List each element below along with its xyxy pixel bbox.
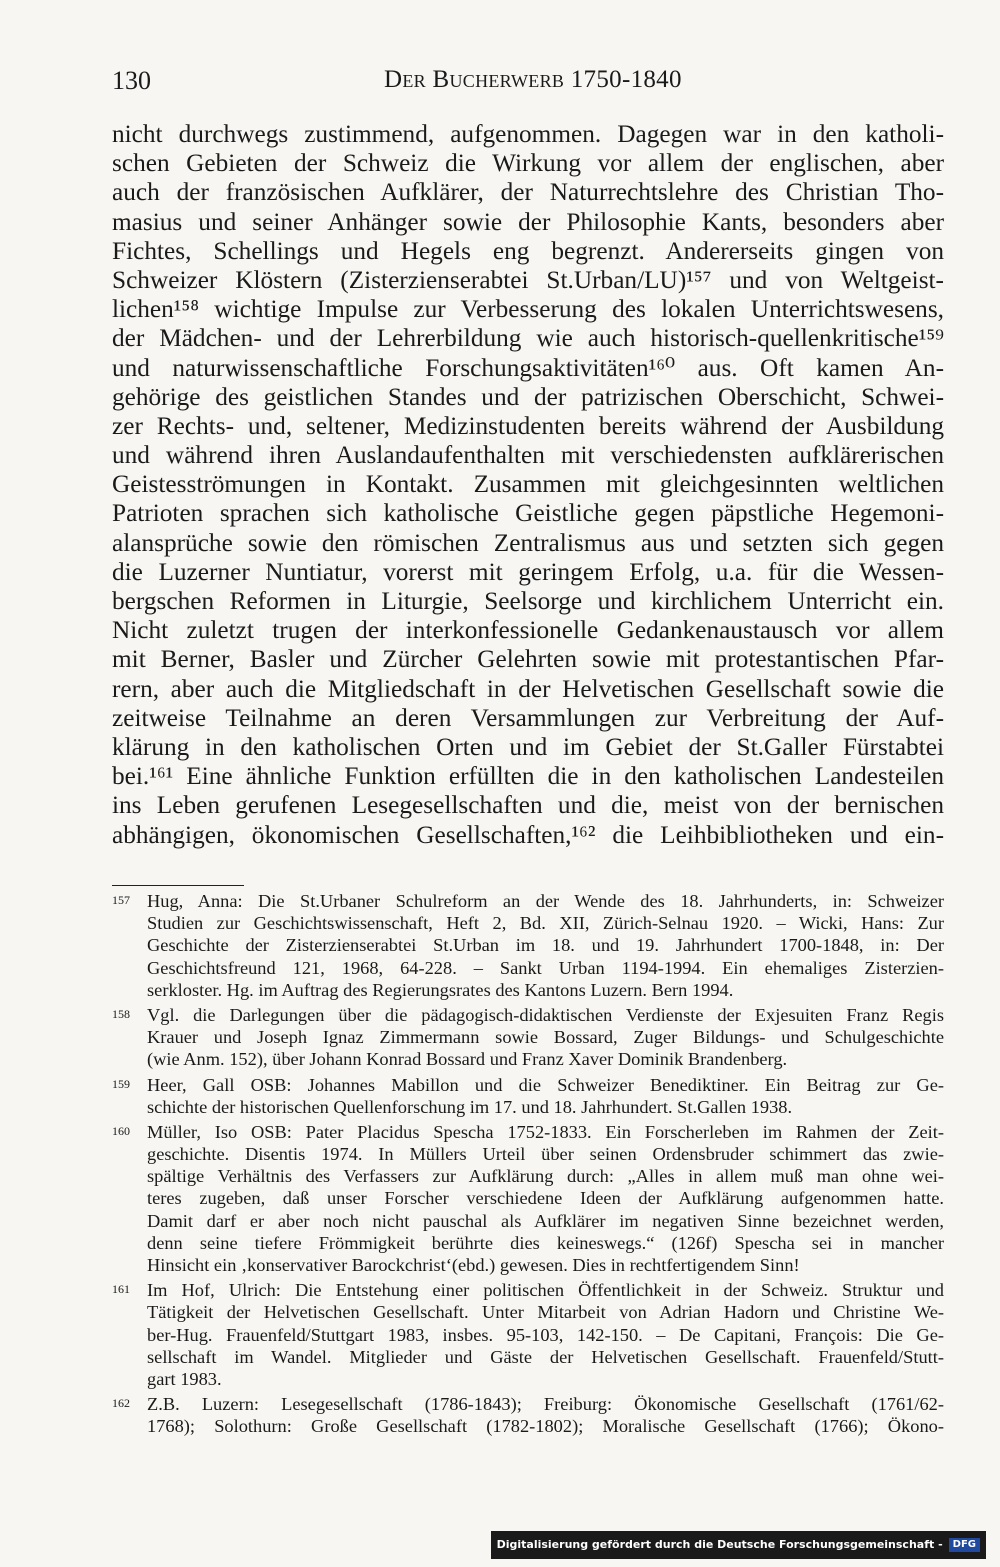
body-line: ins Leben gerufenen Lesegesellschaften und die, meist von der bernischen: [112, 791, 944, 820]
footnote-160: [112, 1121, 944, 1276]
body-line: bergschen Reformen in Liturgie, Seelsorge und kirchlichem Unterricht ein.: [112, 587, 944, 615]
footnote-line: ber-Hug. Frauenfeld/Stuttgart 1983, insbes. 95-103, 142-150. – De Capitani, François: Die Ge-: [147, 1324, 944, 1345]
page-number: 130: [112, 66, 151, 95]
body-line: Nicht zuletzt trugen der interkonfessionelle Gedankenaustausch vor allem: [112, 616, 944, 645]
body-line: klärung in den katholischen Orten und im Gebiet der St.Galler Fürstabtei: [112, 732, 944, 761]
footnote-line: Damit darf er aber noch nicht pauschal als Aufklärer im negativen Sinne bezeichnet werden,: [147, 1210, 944, 1231]
body-line: zeitweise Teilnahme an deren Versammlungen zur Verbreitung der Auf-: [112, 703, 944, 732]
footnote-line: (wie Anm. 152), über Johann Konrad Bossard und Franz Xaver Dominik Brandenberg.: [147, 1049, 788, 1070]
page-header: [112, 66, 944, 100]
footnote-number: 160: [112, 1123, 130, 1138]
footnote-line: Heer, Gall OSB: Johannes Mabillon und die Schweizer Benediktiner. Ein Beitrag zur Ge-: [147, 1074, 944, 1095]
footnote-line: Tätigkeit der Helvetischen Gesellschaft. Unter Mitarbeit von Adrian Hadorn und Christine We-: [147, 1302, 944, 1323]
footnote-161: [112, 1279, 944, 1390]
footnote-line: denn seine tiefere Frömmigkeit berührte dies keineswegs.“ (126f) Spescha sei in mancher: [147, 1232, 944, 1253]
footnote-line: Müller, Iso OSB: Pater Placidus Spescha 1752-1833. Ein Forscherleben im Rahmen der Zeit-: [147, 1121, 944, 1142]
footnote-line: spältige Verhältnis des Verfassers zur Aufklärung durch: „Alles in allem muß man ohne wei-: [147, 1166, 944, 1187]
footnote-line: Krauer und Joseph Ignaz Zimmermann sowie Bossard, Zuger Bildungs- und Schulgeschichte: [147, 1027, 944, 1048]
footnote-line: Studien zur Geschichtswissenschaft, Heft 2, Bd. XII, Zürich-Selnau 1920. – Wicki, Hans: Zur: [147, 913, 944, 934]
body-line: auch der französischen Aufklärer, der Naturrechtslehre des Christian Tho-: [112, 178, 944, 207]
footnote-number: 161: [112, 1282, 130, 1297]
footnote-line: schichte der historischen Quellenforschung im 17. und 18. Jahrhundert. St.Gallen 1938.: [147, 1096, 793, 1117]
footnote-line: serkloster. Hg. im Auftrag des Regierungsrates des Kantons Luzern. Bern 1994.: [147, 979, 734, 1000]
dfg-logo: DFG: [949, 1538, 980, 1552]
footnote-number: 162: [112, 1396, 130, 1411]
footnote-line: gart 1983.: [147, 1368, 222, 1389]
body-line: zer Rechts- und, seltener, Medizinstudenten bereits während der Ausbildung: [112, 411, 944, 440]
body-line: nicht durchwegs zustimmend, aufgenommen. Dagegen war in den katholi-: [112, 120, 944, 148]
body-line: schen Gebieten der Schweiz die Wirkung vor allem der englischen, aber: [112, 149, 944, 178]
running-title: Der Bucherwerb 1750-1840: [384, 66, 682, 93]
footnote-line: Hug, Anna: Die St.Urbaner Schulreform an der Wende des 18. Jahrhunderts, in: Schweizer: [147, 891, 944, 911]
footnote-line: geschichte. Disentis 1974. In Müllers Urteil über seinen Ordensbruder schimmert das zwie-: [147, 1144, 944, 1165]
footnote-number: 159: [112, 1076, 130, 1091]
body-line: die Luzerner Nuntiatur, vorerst mit geringem Erfolg, u.a. für die Wessen-: [112, 557, 944, 586]
body-line: lichen¹⁵⁸ wichtige Impulse zur Verbesserung des lokalen Unterrichtswesens,: [112, 295, 944, 324]
body-line: Geistesströmungen in Kontakt. Zusammen mit gleichgesinnten weltlichen: [112, 470, 944, 499]
body-line: abhängigen, ökonomischen Gesellschaften,¹⁶² die Leihbibliotheken und ein-: [112, 820, 944, 849]
body-line: und naturwissenschaftliche Forschungsaktivitäten¹⁶⁰ aus. Oft kamen An-: [112, 353, 944, 382]
body-line: der Mädchen- und der Lehrerbildung wie auch historisch-quellenkritische¹⁵⁹: [112, 324, 944, 353]
footnotes: [112, 890, 944, 1441]
body-line: alansprüche sowie den römischen Zentralismus aus und setzten sich gegen: [112, 528, 944, 557]
footnote-line: Hinsicht ein ‚konservativer Barockchrist‘(ebd.) gewesen. Dies in rechtfertigendem Sinn!: [147, 1255, 800, 1275]
footnote-line: 1768); Solothurn: Große Gesellschaft (1782-1802); Moralische Gesellschaft (1766); Ökono-: [147, 1416, 944, 1437]
body-line: masius und seiner Anhänger sowie der Philosophie Kants, besonders aber: [112, 207, 944, 236]
body-line: mit Berner, Basler und Zürcher Gelehrten sowie mit protestantischen Pfar-: [112, 645, 944, 674]
footnote-line: sellschaft im Wandel. Mitglieder und Gäste der Helvetischen Gesellschaft. Frauenfeld/Stutt-: [147, 1346, 944, 1367]
footnote-line: Geschichtsfreund 121, 1968, 64-228. – Sankt Urban 1194-1994. Ein ehemaliges Zisterzien-: [147, 957, 944, 978]
footnote-line: Geschichte der Zisterzienserabtei St.Urban im 18. und 19. Jahrhundert 1700-1848, in: Der: [147, 935, 944, 956]
footnote-line: Vgl. die Darlegungen über die pädagogisch-didaktischen Verdienste der Exjesuiten Franz Regis: [147, 1004, 944, 1025]
digitization-credit: Digitalisierung gefördert durch die Deutsche Forschungsgemeinschaft -: [496, 1538, 943, 1551]
body-line: Schweizer Klöstern (Zisterzienserabtei St.Urban/LU)¹⁵⁷ und von Weltgeist-: [112, 265, 944, 294]
footnote-162: [112, 1393, 944, 1437]
body-line: gehörige des geistlichen Standes und der patrizischen Oberschicht, Schwei-: [112, 382, 944, 411]
body-line: Fichtes, Schellings und Hegels eng begrenzt. Andererseits gingen von: [112, 236, 944, 265]
body-line: bei.¹⁶¹ Eine ähnliche Funktion erfüllten die in den katholischen Landesteilen: [112, 762, 944, 791]
footnote-rule: [112, 885, 244, 886]
body-line: Patrioten sprachen sich katholische Geistliche gegen päpstliche Hegemoni-: [112, 499, 944, 528]
footnote-158: [112, 1004, 944, 1071]
digitization-banner: [491, 1531, 986, 1559]
body-line: rern, aber auch die Mitgliedschaft in der Helvetischen Gesellschaft sowie die: [112, 674, 944, 703]
footnote-line: Im Hof, Ulrich: Die Entstehung einer politischen Öffentlichkeit in der Schweiz. Struktur und: [147, 1280, 944, 1301]
footnote-line: teres zugeben, daß unser Forscher verschiedene Ideen der Aufklärung aufgenommen hatte.: [147, 1188, 944, 1209]
footnote-159: [112, 1074, 944, 1118]
body-text: [112, 120, 944, 850]
body-line: und während ihren Auslandaufenthalten mit verschiedensten aufklärerischen: [112, 441, 944, 470]
footnote-line: Z.B. Luzern: Lesegesellschaft (1786-1843); Freiburg: Ökonomische Gesellschaft (1761/62-: [147, 1394, 944, 1415]
footnote-number: 158: [112, 1006, 130, 1021]
footnote-157: [112, 890, 944, 1001]
footnote-number: 157: [112, 893, 130, 907]
